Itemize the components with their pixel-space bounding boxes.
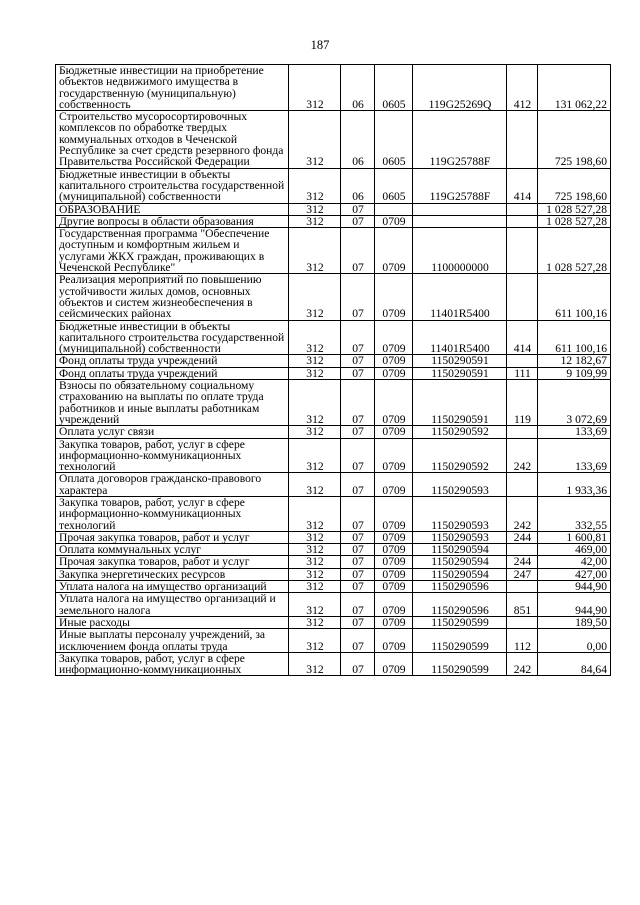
row-csr-cell: 119G25788F <box>413 168 507 203</box>
row-rz-cell: 07 <box>341 593 375 617</box>
row-vr-cell <box>507 616 538 628</box>
table-row <box>56 438 611 473</box>
row-sum-cell: 9 109,99 <box>538 367 611 379</box>
row-ved-cell: 312 <box>289 320 341 355</box>
row-rz-cell: 07 <box>341 652 375 676</box>
row-sum-cell: 12 182,67 <box>538 355 611 367</box>
row-csr-cell: 11401R5400 <box>413 320 507 355</box>
row-vr-cell <box>507 228 538 274</box>
row-rz-cell: 07 <box>341 228 375 274</box>
row-sum-cell: 469,00 <box>538 544 611 556</box>
row-ved-cell: 312 <box>289 473 341 497</box>
table-row <box>56 496 611 531</box>
row-sum-cell: 42,00 <box>538 556 611 568</box>
row-ved-cell: 312 <box>289 544 341 556</box>
row-rz-cell: 07 <box>341 581 375 593</box>
row-sum-cell: 133,69 <box>538 438 611 473</box>
row-rz-cell: 07 <box>341 203 375 215</box>
row-name-cell: Закупка товаров, работ, услуг в сфере информационно-коммуникационных технологий <box>56 496 289 531</box>
row-name-cell: Оплата коммунальных услуг <box>56 544 289 556</box>
row-sum-cell: 131 062,22 <box>538 65 611 111</box>
row-vr-cell <box>507 215 538 227</box>
row-ved-cell: 312 <box>289 168 341 203</box>
row-pr-cell: 0709 <box>375 496 413 531</box>
row-csr-cell: 1150290594 <box>413 556 507 568</box>
row-vr-cell: 242 <box>507 496 538 531</box>
row-ved-cell: 312 <box>289 496 341 531</box>
row-rz-cell: 07 <box>341 438 375 473</box>
row-ved-cell: 312 <box>289 203 341 215</box>
row-pr-cell: 0709 <box>375 581 413 593</box>
row-name-cell: Закупка энергетических ресурсов <box>56 568 289 580</box>
row-csr-cell: 1150290599 <box>413 629 507 653</box>
row-vr-cell: 851 <box>507 593 538 617</box>
row-pr-cell: 0709 <box>375 593 413 617</box>
row-pr-cell: 0605 <box>375 111 413 168</box>
row-vr-cell <box>507 203 538 215</box>
row-name-cell: Бюджетные инвестиции в объекты капитального строительства государственной (муниципальной) собственности <box>56 320 289 355</box>
row-pr-cell: 0709 <box>375 568 413 580</box>
table-row <box>56 473 611 497</box>
row-sum-cell: 1 028 527,28 <box>538 228 611 274</box>
row-name-cell: Закупка товаров, работ, услуг в сфере информационно-коммуникационных <box>56 652 289 676</box>
row-vr-cell: 414 <box>507 168 538 203</box>
row-rz-cell: 07 <box>341 629 375 653</box>
row-vr-cell: 244 <box>507 556 538 568</box>
row-sum-cell: 332,55 <box>538 496 611 531</box>
row-name-cell: Бюджетные инвестиции в объекты капитального строительства государственной (муниципальной) собственности <box>56 168 289 203</box>
row-csr-cell: 1150290593 <box>413 531 507 543</box>
row-ved-cell: 312 <box>289 274 341 320</box>
row-rz-cell: 07 <box>341 367 375 379</box>
row-pr-cell: 0709 <box>375 367 413 379</box>
row-sum-cell: 189,50 <box>538 616 611 628</box>
row-vr-cell: 119 <box>507 380 538 426</box>
row-pr-cell: 0709 <box>375 629 413 653</box>
row-csr-cell: 1150290594 <box>413 544 507 556</box>
table-row <box>56 274 611 320</box>
row-sum-cell: 611 100,16 <box>538 320 611 355</box>
row-rz-cell: 07 <box>341 616 375 628</box>
row-ved-cell: 312 <box>289 228 341 274</box>
row-name-cell: Уплата налога на имущество организаций и земельного налога <box>56 593 289 617</box>
row-name-cell: Оплата услуг связи <box>56 426 289 438</box>
row-name-cell: Закупка товаров, работ, услуг в сфере информационно-коммуникационных технологий <box>56 438 289 473</box>
row-pr-cell: 0709 <box>375 320 413 355</box>
row-csr-cell: 1100000000 <box>413 228 507 274</box>
row-ved-cell: 312 <box>289 568 341 580</box>
row-rz-cell: 07 <box>341 320 375 355</box>
table-row <box>56 65 611 111</box>
row-rz-cell: 07 <box>341 473 375 497</box>
row-pr-cell: 0605 <box>375 65 413 111</box>
row-vr-cell <box>507 111 538 168</box>
row-vr-cell: 247 <box>507 568 538 580</box>
row-pr-cell: 0709 <box>375 274 413 320</box>
row-vr-cell: 111 <box>507 367 538 379</box>
row-name-cell: Иные выплаты персоналу учреждений, за исключением фонда оплаты труда <box>56 629 289 653</box>
row-ved-cell: 312 <box>289 616 341 628</box>
table-row <box>56 531 611 543</box>
row-name-cell: Взносы по обязательному социальному страхованию на выплаты по оплате труда работников и иные выплаты работникам учреждений <box>56 380 289 426</box>
row-sum-cell: 427,00 <box>538 568 611 580</box>
table-row <box>56 228 611 274</box>
row-name-cell: Строительство мусоросортировочных комплексов по обработке твердых коммунальных отходов в Чеченской Республике за счет средств резервного фонда Правительства Российской Федерации <box>56 111 289 168</box>
row-sum-cell: 1 028 527,28 <box>538 215 611 227</box>
row-vr-cell: 244 <box>507 531 538 543</box>
row-ved-cell: 312 <box>289 556 341 568</box>
row-pr-cell: 0709 <box>375 380 413 426</box>
row-vr-cell: 112 <box>507 629 538 653</box>
row-name-cell: Реализация мероприятий по повышению устойчивости жилых домов, основных объектов и систем жизнеобеспечения в сейсмических районах <box>56 274 289 320</box>
row-pr-cell: 0709 <box>375 652 413 676</box>
table-row <box>56 629 611 653</box>
row-ved-cell: 312 <box>289 65 341 111</box>
table-row <box>56 380 611 426</box>
table-row <box>56 544 611 556</box>
row-rz-cell: 07 <box>341 531 375 543</box>
row-vr-cell <box>507 355 538 367</box>
budget-table-body <box>56 65 611 676</box>
row-name-cell: Государственная программа "Обеспечение доступным и комфортным жильем и услугами ЖКХ граждан, проживающих в Чеченской Республике" <box>56 228 289 274</box>
row-ved-cell: 312 <box>289 215 341 227</box>
row-vr-cell <box>507 544 538 556</box>
row-ved-cell: 312 <box>289 438 341 473</box>
table-row <box>56 355 611 367</box>
row-csr-cell <box>413 215 507 227</box>
table-row <box>56 568 611 580</box>
row-ved-cell: 312 <box>289 426 341 438</box>
row-pr-cell: 0709 <box>375 438 413 473</box>
row-pr-cell: 0709 <box>375 355 413 367</box>
row-csr-cell: 1150290591 <box>413 380 507 426</box>
table-row <box>56 168 611 203</box>
row-csr-cell: 1150290594 <box>413 568 507 580</box>
row-name-cell: Бюджетные инвестиции на приобретение объектов недвижимого имущества в государственную (муниципальную) собственность <box>56 65 289 111</box>
row-csr-cell: 1150290592 <box>413 426 507 438</box>
row-rz-cell: 07 <box>341 274 375 320</box>
page-number: 187 <box>310 38 330 52</box>
row-sum-cell: 3 072,69 <box>538 380 611 426</box>
table-row <box>56 111 611 168</box>
row-rz-cell: 07 <box>341 544 375 556</box>
table-row <box>56 581 611 593</box>
row-sum-cell: 0,00 <box>538 629 611 653</box>
row-name-cell: Другие вопросы в области образования <box>56 215 289 227</box>
row-rz-cell: 07 <box>341 496 375 531</box>
row-pr-cell: 0709 <box>375 616 413 628</box>
row-name-cell: Оплата договоров гражданско-правового характера <box>56 473 289 497</box>
row-csr-cell: 1150290593 <box>413 496 507 531</box>
table-row <box>56 593 611 617</box>
row-csr-cell: 1150290599 <box>413 616 507 628</box>
row-vr-cell <box>507 426 538 438</box>
table-row <box>56 203 611 215</box>
table-row <box>56 426 611 438</box>
row-vr-cell: 242 <box>507 652 538 676</box>
row-vr-cell <box>507 473 538 497</box>
row-csr-cell: 119G25269Q <box>413 65 507 111</box>
row-sum-cell: 725 198,60 <box>538 111 611 168</box>
row-csr-cell: 119G25788F <box>413 111 507 168</box>
row-vr-cell: 412 <box>507 65 538 111</box>
row-vr-cell <box>507 274 538 320</box>
row-csr-cell: 1150290593 <box>413 473 507 497</box>
row-vr-cell <box>507 581 538 593</box>
row-ved-cell: 312 <box>289 355 341 367</box>
row-rz-cell: 07 <box>341 426 375 438</box>
row-rz-cell: 07 <box>341 215 375 227</box>
row-ved-cell: 312 <box>289 531 341 543</box>
row-name-cell: Уплата налога на имущество организаций <box>56 581 289 593</box>
row-rz-cell: 06 <box>341 111 375 168</box>
row-csr-cell: 1150290592 <box>413 438 507 473</box>
row-csr-cell: 1150290591 <box>413 355 507 367</box>
row-sum-cell: 133,69 <box>538 426 611 438</box>
row-pr-cell: 0709 <box>375 556 413 568</box>
row-pr-cell: 0709 <box>375 228 413 274</box>
row-sum-cell: 84,64 <box>538 652 611 676</box>
row-csr-cell: 1150290599 <box>413 652 507 676</box>
row-sum-cell: 1 933,36 <box>538 473 611 497</box>
row-name-cell: Прочая закупка товаров, работ и услуг <box>56 531 289 543</box>
row-name-cell: Фонд оплаты труда учреждений <box>56 367 289 379</box>
table-row <box>56 616 611 628</box>
row-sum-cell: 944,90 <box>538 593 611 617</box>
row-name-cell: Фонд оплаты труда учреждений <box>56 355 289 367</box>
row-name-cell: Иные расходы <box>56 616 289 628</box>
row-pr-cell: 0709 <box>375 473 413 497</box>
row-rz-cell: 07 <box>341 355 375 367</box>
row-rz-cell: 07 <box>341 556 375 568</box>
table-row <box>56 215 611 227</box>
row-ved-cell: 312 <box>289 652 341 676</box>
row-ved-cell: 312 <box>289 111 341 168</box>
row-sum-cell: 1 600,81 <box>538 531 611 543</box>
table-row <box>56 652 611 676</box>
row-sum-cell: 611 100,16 <box>538 274 611 320</box>
row-sum-cell: 725 198,60 <box>538 168 611 203</box>
budget-table <box>55 64 611 676</box>
row-rz-cell: 06 <box>341 168 375 203</box>
row-sum-cell: 1 028 527,28 <box>538 203 611 215</box>
row-pr-cell: 0709 <box>375 531 413 543</box>
table-row <box>56 320 611 355</box>
row-vr-cell: 242 <box>507 438 538 473</box>
table-row <box>56 367 611 379</box>
row-csr-cell: 1150290591 <box>413 367 507 379</box>
row-csr-cell <box>413 203 507 215</box>
row-ved-cell: 312 <box>289 380 341 426</box>
row-pr-cell: 0605 <box>375 168 413 203</box>
row-name-cell: ОБРАЗОВАНИЕ <box>56 203 289 215</box>
row-ved-cell: 312 <box>289 593 341 617</box>
row-rz-cell: 07 <box>341 380 375 426</box>
row-sum-cell: 944,90 <box>538 581 611 593</box>
row-ved-cell: 312 <box>289 367 341 379</box>
row-rz-cell: 06 <box>341 65 375 111</box>
row-pr-cell: 0709 <box>375 215 413 227</box>
row-csr-cell: 11401R5400 <box>413 274 507 320</box>
row-rz-cell: 07 <box>341 568 375 580</box>
row-ved-cell: 312 <box>289 581 341 593</box>
row-pr-cell: 0709 <box>375 544 413 556</box>
row-pr-cell: 0709 <box>375 426 413 438</box>
row-csr-cell: 1150290596 <box>413 581 507 593</box>
row-csr-cell: 1150290596 <box>413 593 507 617</box>
row-pr-cell <box>375 203 413 215</box>
row-name-cell: Прочая закупка товаров, работ и услуг <box>56 556 289 568</box>
table-row <box>56 556 611 568</box>
row-vr-cell: 414 <box>507 320 538 355</box>
row-ved-cell: 312 <box>289 629 341 653</box>
